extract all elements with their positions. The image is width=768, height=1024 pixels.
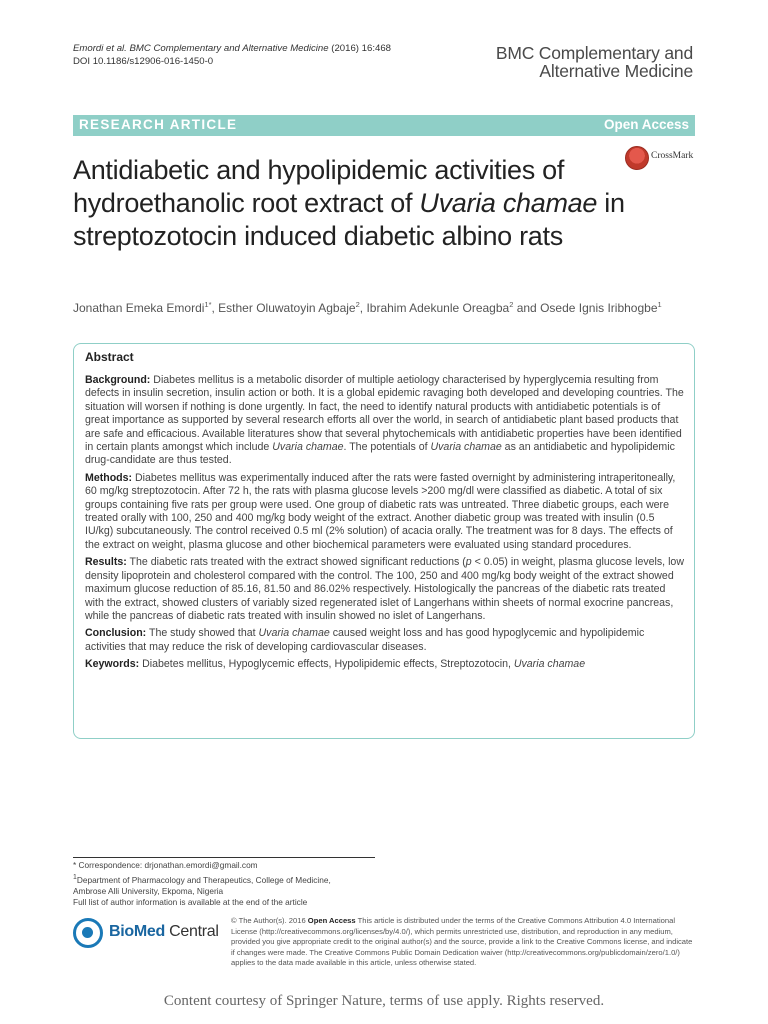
results-text: The diabetic rats treated with the extract showed significant reductions (	[126, 556, 466, 569]
species-name: Uvaria chamae	[272, 441, 344, 454]
doi[interactable]: DOI 10.1186/s12906-016-1450-0	[73, 56, 214, 67]
publisher-name	[109, 923, 219, 941]
publisher-name-bold: BioMed	[109, 923, 165, 940]
citation-volume: (2016) 16:468	[328, 43, 391, 54]
methods-text: Diabetes mellitus was experimentally induced after the rats were fasted overnight by administering intraperitoneally, 60 mg/kg streptozotocin. After 72 h, the rats with plasma glucose levels >200 mg/dl were classified as diabetic. A total of six groups containing five rats per group were used. One group of diabetic rats was untreated. Three diabetic groups, each were treated orally with 100, 250 and 400 mg/kg body weight of the extract. Another diabetic group was treated with insulin (0.5 IU/kg) subcutaneously. The control received 0.5 ml (2% solution) of acacia orally. The treatment was for 8 days. The effects of the extract on weight, plasma glucose and other biochemical parameters were evaluated using standard procedures.	[85, 471, 676, 551]
results-text: < 0.05) in weight, plasma glucose levels, low density lipoprotein and cholesterol compared with the control. The 100, 250 and 400 mg/kg body weight of the extract showed maximum glucose reduction of 85.16, 81.50 and 86.02% respectively. Histologically the pancreas of the diabetic rats treated with the extract, showed clusters of variably sized regenerated islet of Langerhans within sheets of normal exocrine pancreas, while the pancreas of diabetic rats treated with insulin showed no islet of Langerhans.	[85, 556, 684, 622]
license-text: This article is distributed under the terms of the Creative Commons Attribution 4.0 International License (http://creativecommons.org/licenses/by/4.0/), which permits unrestricted use, distribution, and reproduction in any medium, provided you give appropriate credit to the original author(s) and the source, provide a link to the Creative Commons license, and indicate if changes were made. The Creative Commons Public Domain Dedication waiver (http://creativecommons.org/publicdomain/zero/1.0/) applies to the data made available in this article, unless otherwise stated.	[231, 916, 693, 967]
conclusion-text: The study showed that	[146, 627, 259, 640]
author-name: Jonathan Emeka Emordi	[73, 301, 205, 315]
journal-name-line1: BMC Complementary and	[495, 43, 693, 63]
article-type: RESEARCH ARTICLE	[79, 117, 238, 132]
license-prefix: © The Author(s). 2016	[231, 916, 308, 925]
species-name: Uvaria chamae	[430, 441, 502, 454]
crossmark-label: CrossMark	[651, 151, 694, 161]
author-name: Ibrahim Adekunle Oreagba	[366, 301, 510, 315]
crossmark-icon	[625, 146, 649, 170]
biomed-circle-icon	[73, 918, 103, 948]
conclusion-text: caused weight loss and has good hypoglycemic and hypolipidemic activities that may reduce the risk of developing cardiovascular diseases.	[85, 627, 645, 653]
abstract-conclusion	[85, 627, 685, 654]
abstract-background	[85, 374, 685, 468]
abstract-results	[85, 556, 685, 623]
open-access-label: Open Access	[603, 117, 689, 132]
author-list	[73, 300, 713, 315]
biomed-central-logo	[73, 916, 223, 956]
author-info-note: Full list of author information is available at the end of the article	[73, 897, 308, 908]
affiliation-line1	[73, 872, 331, 886]
footnote-divider	[73, 857, 375, 858]
title-species: Uvaria chamae	[419, 188, 598, 218]
citation-journal: Emordi et al. BMC Complementary and Alternative Medicine	[73, 43, 329, 54]
title-part1: Antidiabetic and hypolipidemic activities of hydroethanolic root extract of	[73, 155, 565, 218]
author-affil: 1*	[204, 300, 212, 309]
courtesy-notice: Content courtesy of Springer Nature, terms of use apply. Rights reserved.	[163, 993, 605, 1009]
background-label: Background:	[85, 374, 151, 386]
background-text: . The potentials of	[343, 441, 431, 454]
background-text: as an antidiabetic and hypolipidemic drug-candidate are thus tested.	[85, 441, 675, 467]
author-name: Esther Oluwatoyin Agbaje	[218, 301, 356, 315]
article-banner	[73, 115, 695, 136]
crossmark-badge[interactable]	[625, 146, 755, 170]
author-sep: ,	[359, 301, 367, 315]
keywords-text: Diabetes mellitus, Hypoglycemic effects, Hypolipidemic effects, Streptozotocin,	[139, 658, 514, 671]
author-affil: 1	[657, 300, 662, 309]
abstract-methods	[85, 472, 685, 552]
footnotes	[73, 860, 331, 909]
author-name: Osede Ignis Iribhogbe	[540, 301, 658, 315]
journal-name-line2: Alternative Medicine	[539, 61, 693, 81]
methods-label: Methods:	[85, 471, 133, 484]
author-affil: 2	[355, 300, 360, 309]
correspondence: * Correspondence: drjonathan.emordi@gmail.com	[73, 860, 258, 870]
publisher-name-rest: Central	[164, 923, 219, 940]
title-part2: in streptozotocin induced diabetic albino rats	[73, 188, 625, 251]
license-statement	[231, 916, 697, 969]
author-sep: ,	[211, 301, 219, 315]
journal-name	[496, 44, 693, 80]
species-name: Uvaria chamae	[258, 627, 330, 640]
p-value-symbol: p	[465, 556, 472, 569]
affiliation-sup: 1	[73, 873, 77, 881]
license-open-access: Open Access	[307, 916, 356, 925]
author-affil: 2	[509, 300, 514, 309]
citation	[73, 42, 391, 68]
abstract-body	[85, 374, 685, 676]
background-text: Diabetes mellitus is a metabolic disorder of multiple aetiology characterised by hyperglycemia resulting from defects in insulin secretion, insulin action or both. It is a global epidemic ravaging both developed and developing countries. The situation will worsen if nothing is done urgently. In fact, the need to identify natural products with antidiabetic potentials is of great importance as supported by several research efforts all over the world, in search of antidiabetic plant based products that are safe and efficacious. Available literatures show that several phytochemicals with antidiabetic properties have been identified in certain plants amongst which include	[85, 374, 684, 454]
affiliation-text: Department of Pharmacology and Therapeutics, College of Medicine,	[76, 874, 331, 885]
species-name: Uvaria chamae	[513, 658, 586, 671]
abstract-box	[73, 343, 695, 739]
conclusion-label: Conclusion:	[85, 627, 147, 640]
abstract-heading: Abstract	[85, 350, 134, 364]
affiliation-line2: Ambrose Alli University, Ekpoma, Nigeria	[73, 885, 224, 896]
article-title	[73, 154, 633, 253]
author-sep: and	[513, 301, 541, 315]
results-label: Results:	[85, 556, 127, 569]
abstract-keywords	[85, 658, 685, 671]
keywords-label: Keywords:	[85, 658, 140, 671]
